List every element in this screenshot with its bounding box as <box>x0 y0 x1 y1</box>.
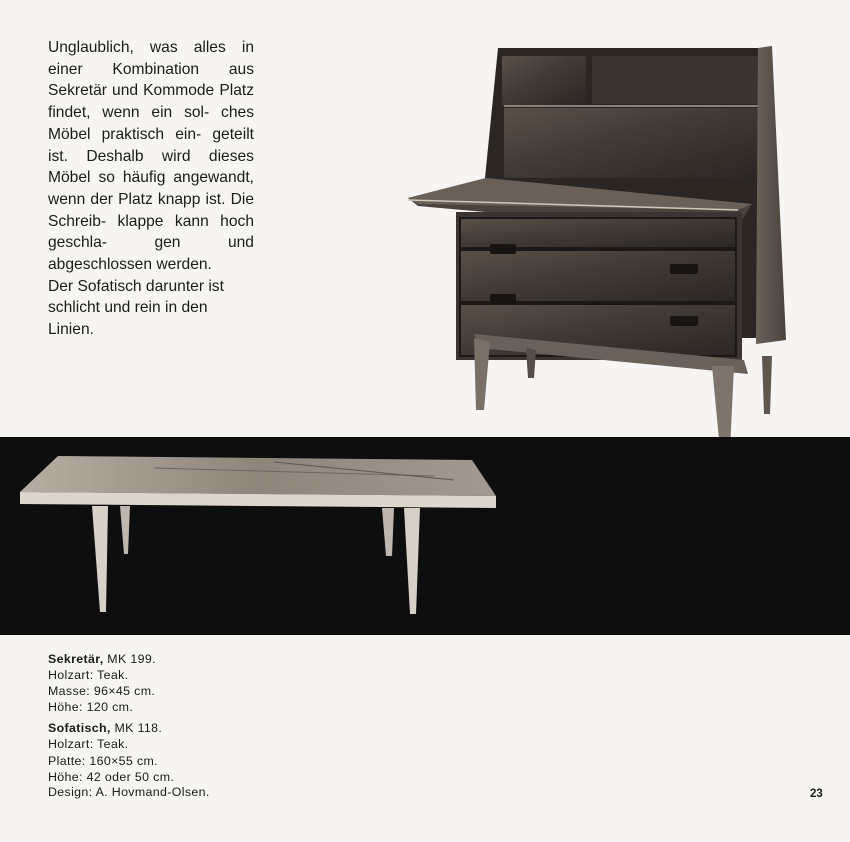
intro-line: knapp ist. Die Schreib- <box>48 190 254 230</box>
intro-line: schlicht und rein in den <box>48 299 208 317</box>
spec-detail: Höhe: 120 cm. <box>48 700 134 715</box>
intro-line: geteilt ist. Deshalb wird <box>48 125 254 165</box>
secretary-photo <box>400 38 800 454</box>
spec-title: Sofatisch, <box>48 721 111 736</box>
intro-line: Platz findet, wenn ein sol- <box>48 82 254 122</box>
intro-line: Sekretär und Kommode <box>48 82 215 100</box>
spec-coffee-table <box>48 720 174 784</box>
spec-title: Sekretär, <box>48 652 104 666</box>
spec-detail: Masse: 96×45 cm. <box>48 684 156 699</box>
page-number: 23 <box>810 788 823 800</box>
specifications <box>48 651 174 790</box>
intro-line: Unglaublich, was alles in <box>48 39 254 56</box>
intro-line: ches Möbel praktisch ein- <box>48 104 254 143</box>
intro-line: dieses Möbel so häufig <box>48 147 254 187</box>
intro-paragraph-2 <box>48 276 254 341</box>
spec-detail: Höhe: 42 oder 50 cm. <box>48 769 175 784</box>
intro-line: Linien. <box>48 321 94 339</box>
spec-detail: Holzart: Teak. <box>48 737 129 752</box>
spec-model: MK 199. <box>103 652 156 666</box>
intro-line: klappe kann hoch geschla- <box>48 212 254 252</box>
intro-line: angewandt, wenn der Platz <box>48 169 254 208</box>
intro-line: werden. <box>156 256 212 274</box>
spec-detail: Platte: 160×55 cm. <box>48 753 158 768</box>
intro-line: Der Sofatisch darunter ist <box>48 277 224 295</box>
spec-detail: Holzart: Teak. <box>48 668 129 683</box>
intro-line: einer Kombination aus <box>48 60 254 78</box>
spec-secretary <box>48 651 174 715</box>
designer-credit: Design: A. Hovmand-Olsen. <box>48 785 210 799</box>
intro-paragraph <box>48 37 254 276</box>
intro-line: gen und abgeschlossen <box>48 234 254 274</box>
intro-text <box>48 37 254 341</box>
coffee-table-photo <box>14 446 504 621</box>
spec-model: MK 118. <box>110 721 163 736</box>
